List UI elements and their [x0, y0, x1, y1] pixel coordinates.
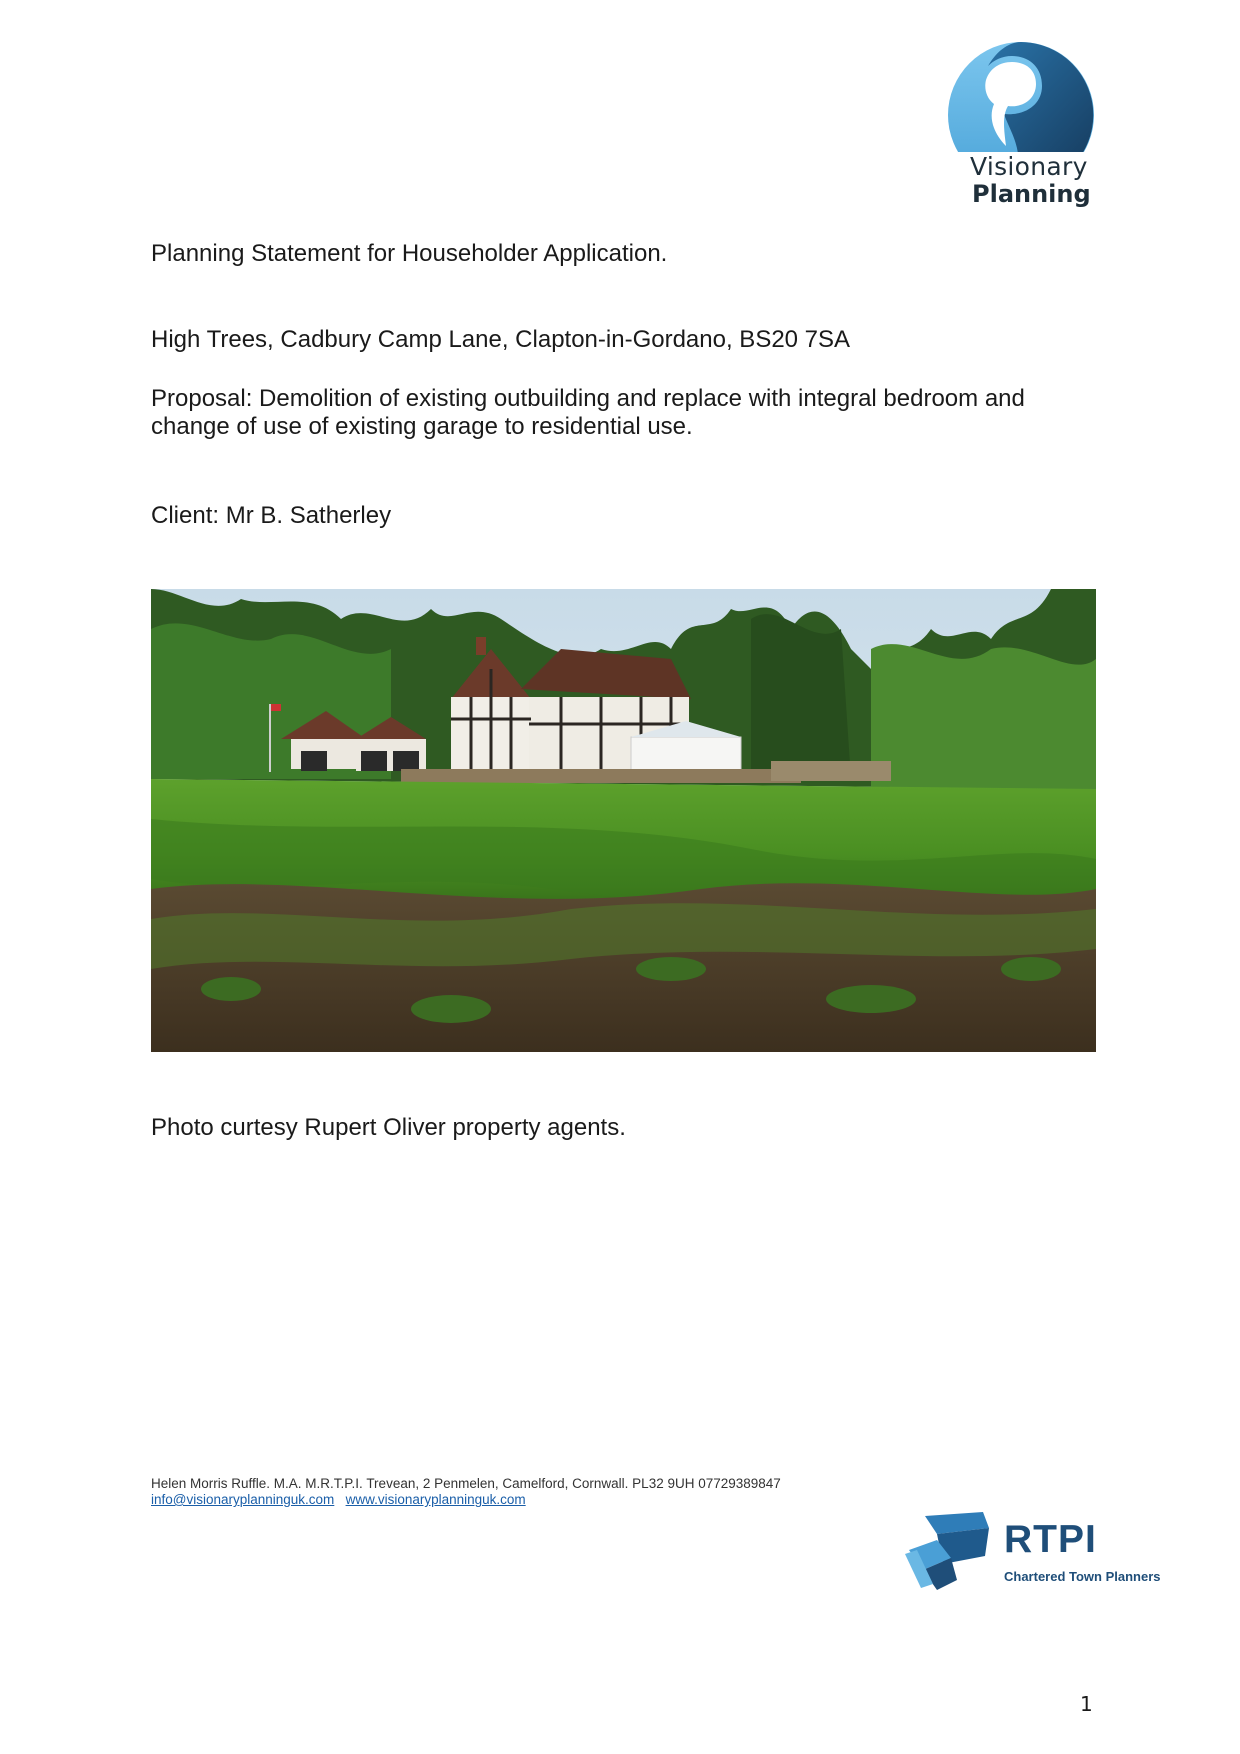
rtpi-cube-icon	[903, 1510, 995, 1592]
photo-caption: Photo curtesy Rupert Oliver property agents.	[151, 1114, 626, 1141]
website-link[interactable]: www.visionaryplanninguk.com	[345, 1492, 526, 1507]
document-title: Planning Statement for Householder Application.	[151, 240, 668, 267]
rtpi-wordmark: RTPI	[1004, 1518, 1097, 1561]
property-photo	[151, 589, 1096, 1052]
proposal-line-1: Proposal: Demolition of existing outbuilding and replace with integral bedroom and	[151, 385, 1025, 412]
client-name: Client: Mr B. Satherley	[151, 502, 392, 529]
visionary-planning-logo	[946, 42, 1096, 212]
email-link[interactable]: info@visionaryplanninguk.com	[151, 1492, 335, 1507]
rtpi-logo	[903, 1510, 1163, 1598]
logo-text-planning: Planning	[972, 180, 1091, 208]
footer-links	[151, 1492, 526, 1507]
logo-circle-icon	[946, 42, 1096, 152]
page-number: 1	[1080, 1692, 1093, 1716]
site-address: High Trees, Cadbury Camp Lane, Clapton-in-Gordano, BS20 7SA	[151, 326, 851, 353]
footer-contact: Helen Morris Ruffle. M.A. M.R.T.P.I. Trevean, 2 Penmelen, Camelford, Cornwall. PL32 9UH 07729389847	[151, 1476, 781, 1491]
rtpi-subtitle: Chartered Town Planners	[1004, 1569, 1161, 1584]
proposal-line-2: change of use of existing garage to residential use.	[151, 413, 693, 440]
logo-text-visionary: Visionary	[970, 152, 1088, 181]
